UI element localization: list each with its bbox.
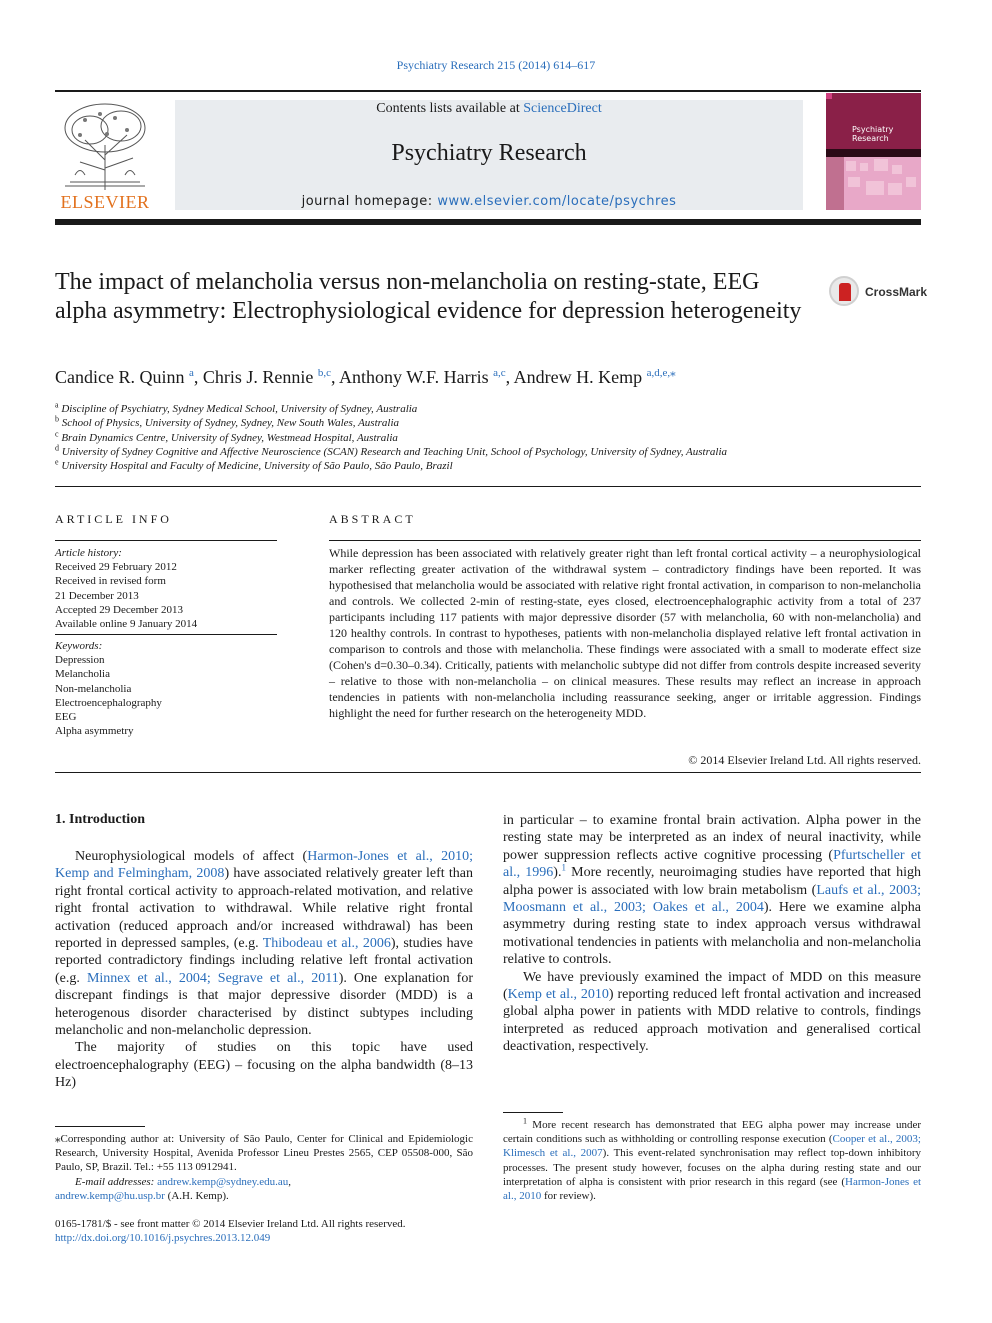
text-run: ). This event-related synchronisation may reflect top-down inhibitory processes. The present study however, focuses on the alpha during resting state and our interpretation of alpha is consistent with prior research in this regard (see ( (503, 1147, 921, 1188)
footnote-text (503, 1118, 921, 1203)
elsevier-logo[interactable] (55, 100, 155, 212)
author-list (55, 367, 921, 388)
citation-link[interactable]: Harmon-Jones et al., 2010; Kemp and Felmingham, 2008 (55, 849, 473, 882)
journal-name: Psychiatry Research (391, 140, 587, 166)
keyword-item: EEG (55, 711, 77, 724)
text-run: ). One explanation for discrepant findings is that major depressive disorder (MDD) is a heterogenous disorder characterised by distinct subtypes including melancholic and non-melancholic depression. (55, 970, 473, 1039)
contents-prefix: Contents lists available at (376, 101, 524, 116)
author-affiliation-marker[interactable]: a,d,e,⁎ (646, 367, 676, 379)
homepage-prefix: journal homepage: (301, 194, 438, 209)
keyword-item: Alpha asymmetry (55, 725, 134, 738)
contents-availability (175, 101, 803, 117)
email-line (55, 1175, 473, 1189)
header-bottom-rule (55, 219, 921, 225)
author-name[interactable]: Anthony W.F. Harris (339, 367, 489, 387)
affiliation-item (55, 428, 921, 445)
body-column-left (55, 848, 473, 1092)
section-divider (55, 486, 921, 487)
elsevier-wordmark: ELSEVIER (60, 192, 150, 212)
text-run: ) reporting reduced left frontal activation and increased global alpha power in patients with MDD relative to controls, findings interpreted as reduced approach motivation and generalised cortical deactivation, respectively. (503, 987, 921, 1055)
footnote-marker[interactable]: 1 (561, 862, 566, 873)
author-affiliation-marker[interactable]: a (188, 367, 194, 379)
keywords-rule (55, 634, 277, 635)
body-column-right (503, 812, 921, 1056)
cover-art-icon (826, 93, 921, 210)
author-separator: , (331, 367, 340, 387)
author-affiliation-marker[interactable]: b,c (317, 367, 332, 379)
article-history (55, 546, 277, 631)
abstract-heading: ABSTRACT (329, 512, 416, 526)
affiliation-marker: a (55, 400, 59, 410)
author-affiliation-marker[interactable]: a,c (493, 367, 506, 379)
footnote-1 (503, 1118, 921, 1203)
crossmark-badge[interactable] (829, 276, 929, 310)
history-item: Available online 9 January 2014 (55, 618, 198, 631)
paragraph (503, 969, 921, 1056)
keyword-item: Non-melancholia (55, 682, 132, 695)
author-name[interactable]: Chris J. Rennie (202, 367, 314, 387)
history-item: 21 December 2013 (55, 589, 139, 602)
email-link[interactable]: andrew.kemp@hu.usp.br (55, 1189, 165, 1202)
page-footer (55, 1217, 473, 1245)
citation-link[interactable]: Pfurtscheller et al., 1996 (503, 847, 921, 881)
affiliation-text: School of Physics, University of Sydney, Sydney, New South Wales, Australia (61, 417, 400, 430)
abstract-text: While depression has been associated with relatively greater right than left frontal cortical activity – a neurophysiological marker reflecting greater activation of the withdrawal system – contradictory findings have been reported. It was hypothesised that melancholia would be associated with relative right frontal activation, in comparison to non-melancholia and controls. We collected 2-min of resting-state, eyes closed, electroencephalographic activity from a total of 237 participants including 117 patients with major depressive disorder (57 with melancholia, 60 with non-melancholia) and 120 healthy controls. In contrast to hypotheses, patients with non-melancholia displayed relative left frontal activation in comparison to controls and those with melancholia. These findings were associated with a small to moderate effect size (Cohen's d=0.30–0.34). Critically, patients with melancholic subtype did not differ from controls despite increased severity – relative to those with non-melancholia – on clinical measures. These results may reflect an increase in approach tendencies in patients with non-melancholia including reassurance seeking, anger or irritable aggression. Findings highlight the need for further research on the heterogeneity MDD. (329, 546, 921, 720)
citation-link[interactable]: Minnex et al., 2004; Segrave et al., 2011 (86, 970, 339, 986)
crossmark-label: CrossMark (865, 285, 928, 299)
affiliation-marker: c (55, 428, 59, 438)
issn-line: 0165-1781/$ - see front matter © 2014 Elsevier Ireland Ltd. All rights reserved. (55, 1218, 406, 1230)
affiliation-text: University of Sydney Cognitive and Affective Neuroscience (SCAN) Research and Teaching Unit, School of Psychology, University of Sydney, Australia (61, 445, 728, 458)
author-name[interactable]: Andrew H. Kemp (513, 367, 643, 387)
author-separator: , (505, 367, 514, 387)
crossmark-icon (829, 276, 859, 306)
text-run: We have previously examined the impact of MDD on this measure ( (503, 969, 921, 1003)
abstract-rule (329, 540, 921, 541)
footnote-rule (55, 1126, 145, 1127)
affiliation-text: University Hospital and Faculty of Medicine, University of São Paulo, São Paulo, Brazil (61, 460, 453, 473)
sciencedirect-link[interactable]: ScienceDirect (523, 101, 602, 116)
text-run: ) have associated relatively greater left than right frontal cortical activity to approach-related motivation, and relative right frontal activation to withdrawal. While relative right frontal activation (reduced approach and/or increased withdrawal) has been reported in depressed samples, (e.g. (55, 866, 473, 952)
text-run: ). (553, 865, 562, 881)
footnote-rule-right (503, 1112, 563, 1113)
affiliation-marker: b (55, 414, 59, 424)
author-separator: , (193, 367, 203, 387)
abstract-copyright: © 2014 Elsevier Ireland Ltd. All rights reserved. (688, 753, 921, 767)
history-heading: Article history: (55, 547, 122, 559)
affiliation-marker: d (55, 443, 59, 453)
paragraph: The majority of studies on this topic have used electroencephalography (EEG) – focusing on the alpha bandwidth (8–13 Hz) (55, 1040, 473, 1091)
keyword-item: Depression (55, 654, 105, 667)
journal-homepage (175, 194, 803, 209)
affiliation-marker: e (55, 457, 59, 467)
author-name[interactable]: Candice R. Quinn (55, 367, 185, 387)
paragraph (503, 812, 921, 969)
text-run: for review). (541, 1190, 596, 1203)
history-item: Received 29 February 2012 (55, 561, 177, 574)
keywords-heading: Keywords: (55, 640, 103, 652)
journal-citation[interactable]: Psychiatry Research 215 (2014) 614–617 (396, 58, 596, 72)
keyword-item: Melancholia (55, 668, 110, 681)
affiliation-text: Brain Dynamics Centre, University of Sydney, Westmead Hospital, Australia (61, 431, 398, 444)
header-top-rule (55, 90, 921, 92)
affiliation-item (55, 459, 921, 473)
history-item: Accepted 29 December 2013 (55, 603, 183, 616)
email-separator: , (288, 1175, 292, 1188)
homepage-link[interactable]: www.elsevier.com/locate/psychres (437, 194, 677, 209)
citation-link[interactable]: Thibodeau et al., 2006 (262, 936, 391, 952)
text-run: ). Here we examine alpha asymmetry during resting state to index approach versus withdrawal motivational tendencies in patients with melancholia and non-melancholia relative to controls. (503, 900, 921, 968)
text-run: ), studies have reported contradictory findings including relative left frontal activation (e.g. (55, 936, 474, 986)
affiliation-list (55, 402, 921, 473)
body-divider (55, 772, 921, 773)
article-info-rule (55, 540, 277, 541)
corresponding-author-note (55, 1132, 473, 1203)
article-info-heading: ARTICLE INFO (55, 512, 172, 526)
affiliation-text: Discipline of Psychiatry, Sydney Medical School, University of Sydney, Australia (61, 403, 418, 415)
paragraph (55, 848, 473, 1039)
doi-link[interactable]: http://dx.doi.org/10.1016/j.psychres.2013.12.049 (55, 1232, 271, 1245)
citation-link[interactable]: Laufs et al., 2003; Moosmann et al., 2003; Oakes et al., 2004 (503, 882, 921, 916)
citation-link[interactable]: Harmon-Jones et al., 2010 (503, 1175, 922, 1203)
text-run: More recently, neuroimaging studies have reported that high alpha power is associated with low brain metabolism ( (503, 865, 921, 898)
section-heading-introduction: 1. Introduction (55, 812, 145, 827)
journal-cover-thumbnail[interactable] (826, 93, 921, 210)
citation-link[interactable]: Cooper et al., 2003; Klimesch et al., 2007 (503, 1133, 921, 1160)
corresponding-author-address: ⁎Corresponding author at: University of São Paulo, Center for Clinical and Epidemiologic Research, University Hospital, Avenida Professor Lineu Prestes 2565, CEP 05508-000, São Paulo, SP, Brazil. Tel.: +55 113 0912941. (55, 1133, 473, 1174)
footnote-number: 1 (523, 1116, 527, 1126)
email-line-2 (55, 1189, 473, 1203)
citation-link[interactable]: Kemp et al., 2010 (507, 987, 609, 1003)
affiliation-item (55, 445, 921, 459)
history-item: Received in revised form (55, 575, 166, 588)
email-link[interactable]: andrew.kemp@sydney.edu.au (157, 1175, 289, 1188)
affiliation-item (55, 402, 921, 416)
text-run: in particular – to examine frontal brain activation. Alpha power in the resting state may be interpreted as an index of neural inactivity, while power suppression reflects active cognitive processing ( (503, 813, 921, 863)
text-run: More recent research has demonstrated that EEG alpha power may increase under certain conditions such as withholding or controlling response execution ( (503, 1119, 921, 1146)
email-owner: (A.H. Kemp). (164, 1189, 229, 1202)
keyword-item: Electroencephalography (55, 696, 162, 709)
text-run: Neurophysiological models of affect ( (75, 849, 308, 864)
keywords (55, 639, 277, 738)
cover-title: Psychiatry Research (852, 125, 894, 143)
elsevier-tree-icon (55, 100, 155, 192)
affiliation-item (55, 416, 921, 430)
email-label: E-mail addresses: (75, 1175, 158, 1188)
article-title: The impact of melancholia versus non-melancholia on resting-state, EEG alpha asymmetry: Electrophysiological evidence for depression heterogeneity (55, 269, 802, 324)
